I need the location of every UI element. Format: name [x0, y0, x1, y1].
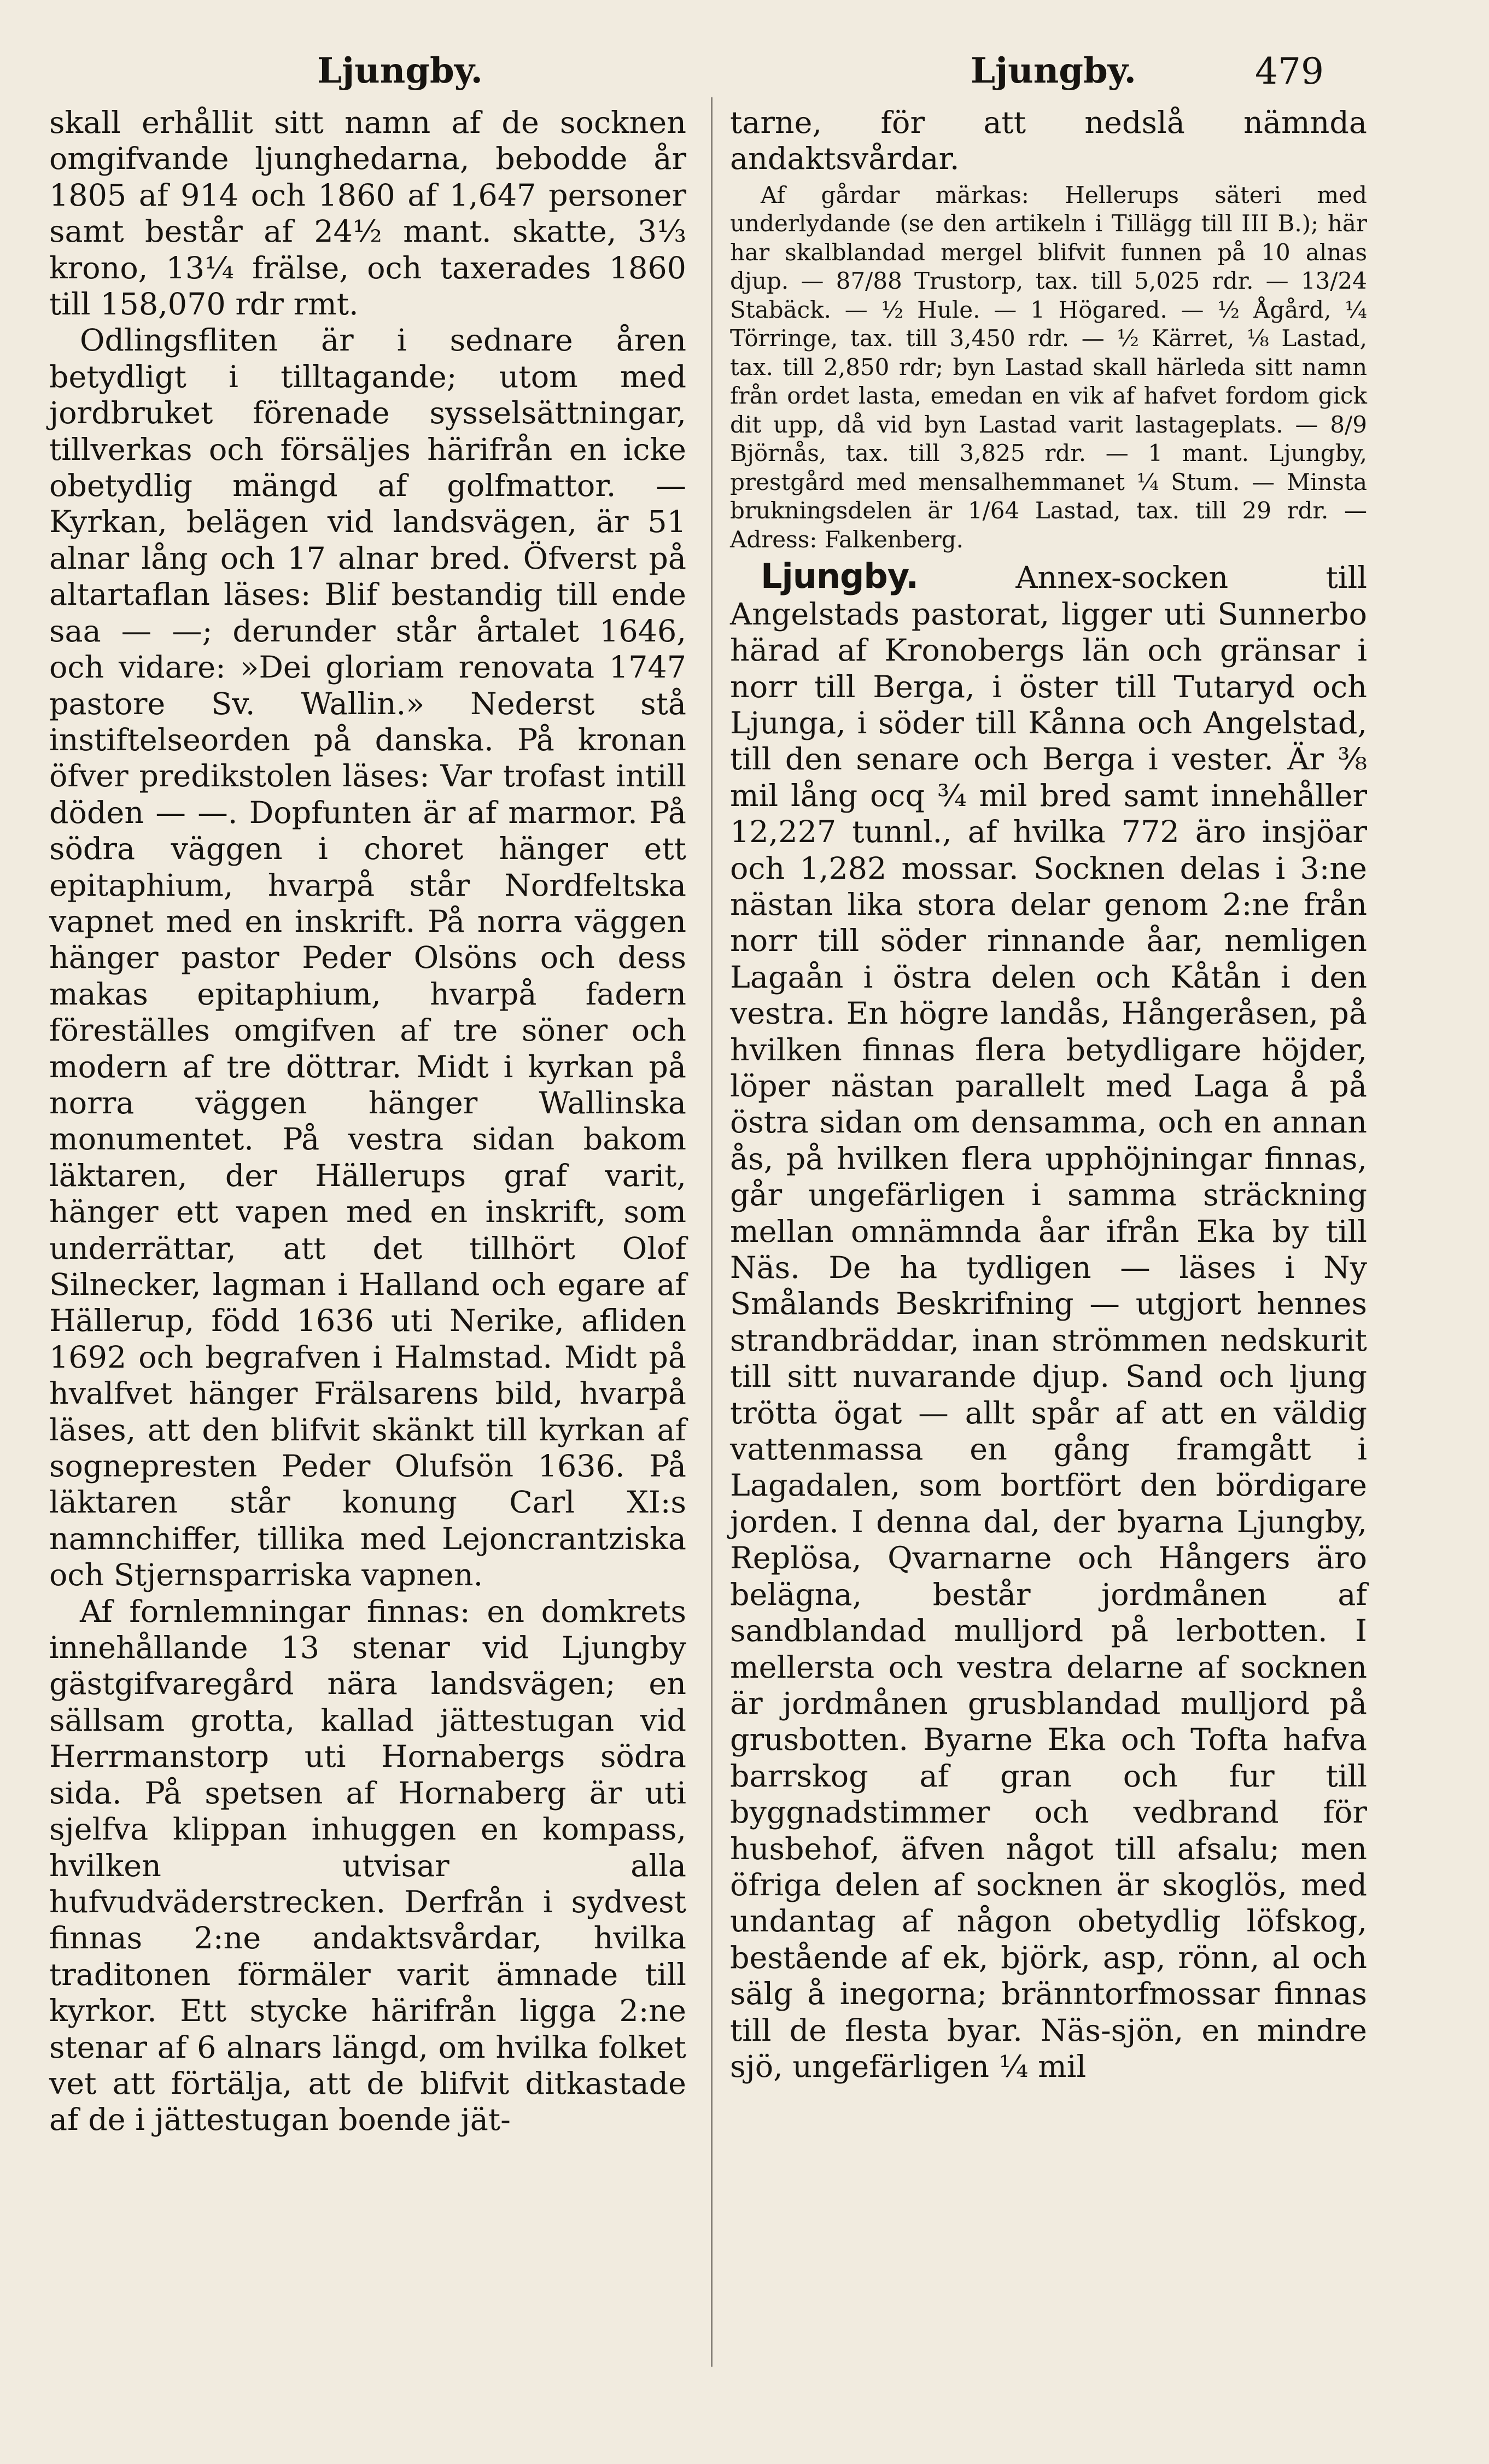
right-column — [730, 105, 1367, 2085]
paragraph-parish-entry — [730, 558, 1367, 2085]
entry-heading: Ljungby. — [761, 556, 919, 597]
column-divider — [711, 97, 713, 2367]
paragraph-antiquities: Af fornlemningar finnas: en domkrets innehållande 13 stenar vid Ljungby gästgifvaregård nära landsvägen; en sällsam grotta, kallad jättestugan vid Herrmanstorp uti Hornabergs södra sida. På spetsen af Hornaberg är uti sjelfva klippan inhuggen en kompass, hvilken utvisar alla hufvudväderstrecken. Derfrån i sydvest finnas 2:ne andaktsvårdar, hvilka traditonen förmäler varit ämnade till kyrkor. Ett stycke härifrån ligga 2:ne stenar af 6 alnars längd, om hvilka folket vet att förtälja, att de blifvit ditkastade af de i jättestugan boende jät- — [49, 1593, 686, 2138]
paragraph-continuation: tarne, för att nedslå nämnda andaktsvårdar. — [730, 105, 1367, 177]
running-title-left: Ljungby. — [317, 50, 483, 91]
left-column — [49, 105, 686, 2139]
running-title-right: Ljungby. — [971, 50, 1136, 91]
running-header — [115, 50, 1407, 100]
page-number: 479 — [1255, 50, 1324, 92]
paragraph-farms: Af gårdar märkas: Hellerups säteri med underlydande (se den artikeln i Tillägg till III B.); här har skalblandad mergel blifvit funnen på 10 alnas djup. — 87/88 Trustorp, tax. till 5,025 rdr. — 13/24 Stabäck. — ½ Hule. — 1 Högared. — ½ Ågård, ¼ Törringe, tax. till 3,450 rdr. — ½ Kärret, ⅛ Lastad, tax. till 2,850 rdr; byn Lastad skall härleda sitt namn från ordet lasta, emedan en vik af hafvet fordom gick dit upp, då vid byn Lastad varit lastageplats. — 8/9 Björnås, tax. till 3,825 rdr. — 1 mant. Ljungby, prestgård med mensalhemmanet ¼ Stum. — Minsta brukningsdelen är 1/64 Lastad, tax. till 29 rdr. — Adress: Falkenberg. — [730, 181, 1367, 553]
paragraph-church: Odlingsfliten är i sednare åren betydligt i tilltagande; utom med jordbruket förenade sysselsättningar, tillverkas och försäljes härifrån en icke obetydlig mängd af golfmattor. — Kyrkan, belägen vid landsvägen, är 51 alnar lång och 17 alnar bred. Öfverst på altartaflan läses: Blif bestandig till ende saa — —; derunder står årtalet 1646, och vidare: »Dei gloriam renovata 1747 pastore Sv. Wallin.» Nederst stå instiftelseorden på danska. På kronan öfver predikstolen läses: Var trofast intill döden — —. Dopfunten är af marmor. På södra väggen i choret hänger ett epitaphium, hvarpå står Nordfeltska vapnet med en inskrift. På norra väggen hänger pastor Peder Olsöns och dess makas epitaphium, hvarpå fadern föreställes omgifven af tre söner och modern af tre döttrar. Midt i kyrkan på norra väggen hänger Wallinska monumentet. På vestra sidan bakom läktaren, der Hällerups graf varit, hänger ett vapen med en inskrift, som underrättar, att det tillhört Olof Silnecker, lagman i Halland och egare af Hällerup, född 1636 uti Nerike, afliden 1692 och begrafven i Halmstad. Midt på hvalfvet hänger Frälsarens bild, hvarpå läses, att den blifvit skänkt till kyrkan af sognepresten Peder Olufsön 1636. På läktaren står konung Carl XI:s namnchiffer, tillika med Lejoncrantziska och Stjernsparriska vapnen. — [49, 323, 686, 1593]
paragraph-population: skall erhållit sitt namn af de socknen omgifvande ljunghedarna, bebodde år 1805 af 914 och 1860 af 1,647 personer samt består af 24½ mant. skatte, 3⅓ krono, 13¼ frälse, och taxerades 1860 till 158,070 rdr rmt. — [49, 105, 686, 323]
entry-text: Annex-socken till Angelstads pastorat, ligger uti Sunnerbo härad af Kronobergs län och gränsar i norr till Berga, i öster till Tutaryd och Ljunga, i söder till Kånna och Angelstad, till den senare och Berga i vester. Är ⅜ mil lång ocq ¾ mil bred samt innehåller 12,227 tunnl., af hvilka 772 äro insjöar och 1,282 mossar. Socknen delas i 3:ne nästan lika stora delar genom 2:ne från norr till söder rinnande åar, nemligen Lagaån i östra delen och Kåtån i den vestra. En högre landås, Hångeråsen, på hvilken finnas flera betydligare höjder, löper nästan parallelt med Laga å på östra sidan om densamma, och en annan ås, på hvilken flera upphöjningar finnas, går ungefärligen i samma sträckning mellan omnämnda åar ifrån Eka by till Näs. De ha tydligen — läses i Ny Smålands Beskrifning — utgjort hennes strandbräddar, inan strömmen nedskurit till sitt nuvarande djup. Sand och ljung trötta ögat — allt spår af att en väldig vattenmassa en gång framgått i Lagadalen, som bortfört den bördigare jorden. I denna dal, der byarna Ljungby, Replösa, Qvarnarne och Hångers äro belägna, består jordmånen af sandblandad mulljord på lerbotten. I mellersta och vestra delarne af socknen är jordmånen grusblandad mulljord på grusbotten. Byarne Eka och Tofta hafva barrskog af gran och fur till byggnadstimmer och vedbrand för husbehof, äfven något till afsalu; men öfriga delen af socknen är skoglös, med undantag af någon obetydlig löfskog, bestående af ek, björk, asp, rönn, al och sälg å inegorna; bränntorfmossar finnas till de flesta byar. Näs-sjön, en mindre sjö, ungefärligen ¼ mil — [730, 560, 1367, 2085]
